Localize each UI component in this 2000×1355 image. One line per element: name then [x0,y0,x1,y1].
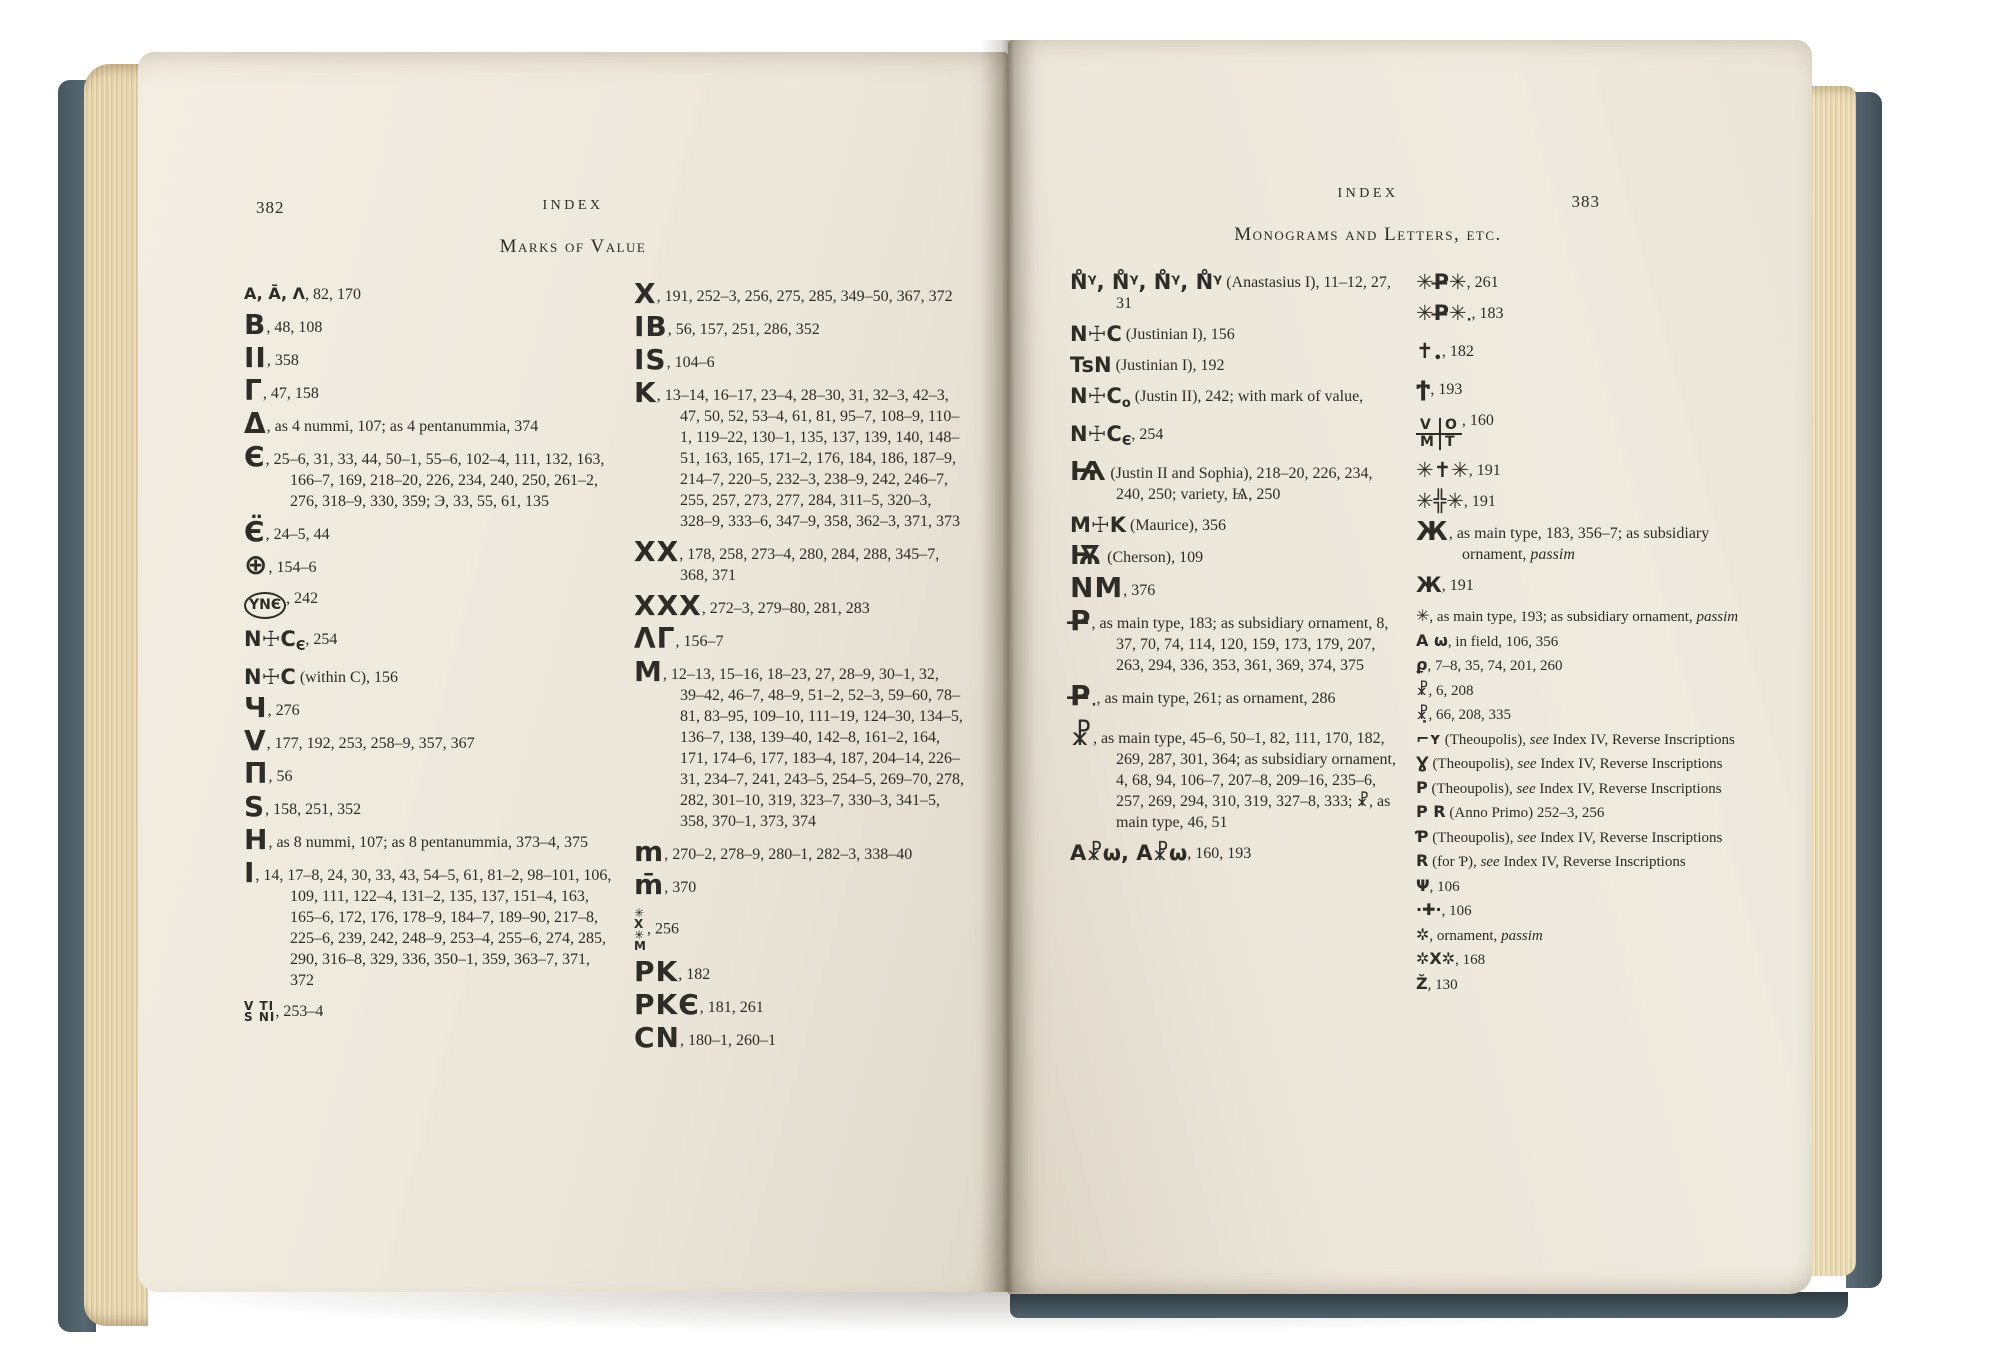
entry-references: , 191, 252–3, 256, 275, 285, 349–50, 367, 372 [656,288,953,305]
theoupolis-p-symbol: P [1416,777,1428,797]
entry-references: , 358 [266,352,299,369]
entry-references: , in field, 106, 356 [1447,633,1559,650]
z-caron-symbol: Ž [1416,973,1428,993]
page-edges-right [1808,86,1856,1276]
entry-references: , 182 [1441,343,1474,360]
r-for-hooked-p-symbol: R [1416,851,1429,870]
entry-references: , 191 [1468,462,1501,479]
index-entry [1416,900,1746,922]
rho-cross-stars-dot-symbol-sub: · [1466,313,1472,328]
right-column-1 [1070,272,1400,998]
entry-references: , 253–4 [275,1003,324,1020]
index-entry [1416,753,1746,775]
index-entry [244,629,616,657]
index-entry [244,407,616,440]
index-entry [1416,729,1746,751]
justinian-block-monogram: TsN [1070,353,1112,377]
xxx-symbol: XXX [634,589,702,622]
index-entry [244,691,616,724]
index-entry [634,868,964,901]
m-symbol: M [634,655,663,688]
left-section-title: Marks of Value [499,236,647,257]
index-entry [1070,355,1400,376]
six-armed-star-symbol: Ж [1416,517,1449,547]
index-entry [634,835,964,868]
index-entry [1416,827,1746,849]
entry-references: , 254 [305,631,338,648]
index-entry [1416,303,1746,331]
right-page-header [1008,186,1812,212]
alpha-marks-symbol: A, Ā, Λ [244,284,306,303]
right-section-title: Monograms and Letters, etc. [1234,224,1502,245]
index-entry [1070,457,1400,505]
star-ornament-symbol: ✲ [1416,924,1430,944]
theoupolis-gamma-symbol: Ɣ [1416,753,1429,772]
entry-references: , as main type, 183, 356–7; as subsidiary ornament, passim [1448,525,1710,563]
right-page [1008,40,1812,1294]
entry-references: , 177, 192, 253, 258–9, 357, 367 [266,735,475,752]
entry-references: (within C), 156 [295,669,399,686]
index-entry [1416,491,1746,512]
justin-ii-value-monogram-sub: Є [1121,434,1132,449]
index-entry [1416,778,1746,800]
entry-references: , 193 [1430,381,1463,398]
index-entry [634,1021,964,1054]
entry-references: , as 4 nummi, 107; as 4 pentanummia, 374 [266,418,539,435]
dotted-cross-symbol: ·✚· [1416,900,1442,919]
index-entry [1416,851,1746,873]
entry-references: , 181, 261 [699,999,764,1016]
index-entry [1416,631,1746,653]
hooked-cross-monogram: Ϯ [1416,377,1431,401]
entry-references: (Justin II), 242; with mark of value, [1130,388,1364,405]
cross-dot-symbol-sub: • [1433,351,1442,366]
nc-cross-epsilon-monogram-sub: Є [295,639,306,654]
index-entry [634,277,964,310]
entry-references: (Anno Primo) 252–3, 256 [1445,805,1605,821]
entry-references: , 25–6, 31, 33, 44, 50–1, 55–6, 102–4, 111, 132, 163, 166–7, 169, 218–20, 226, 234, 240, 250, 261–2, 276, 318–9, 330, 359; Э, 33, 55, 61, 135 [265,451,605,510]
epsilon-cross-symbol: ⊕ [244,548,269,581]
index-entry [1416,575,1746,596]
vo-mt-grid-monogram: V O M T [1416,418,1462,450]
index-entry [244,823,616,856]
small-rho-cross-symbol: ϼ [1416,655,1428,674]
entry-references: , 256 [646,920,679,938]
index-entry [1416,949,1746,971]
index-entry [1416,606,1746,628]
entry-references: , 106 [1441,903,1472,919]
entry-references: , as 8 nummi, 107; as 8 pentanummia, 373–4, 375 [268,834,588,851]
rho-cross-stars-dot-symbol: ✳P̶✳ [1416,301,1467,325]
entry-references: , 160 [1461,412,1494,429]
double-cross-four-stars-symbol: ✳╬✳ [1416,489,1464,513]
entry-references: , 48, 108 [266,319,323,336]
entry-references: , 24–5, 44 [265,526,330,543]
nc-cross-monogram: N☩C [244,665,296,689]
rho-cross-stars-symbol: ✳P̶✳ [1416,270,1467,294]
index-entry [1070,541,1400,571]
justin-ii-value-monogram: N☩C [1070,422,1122,446]
index-entry [1416,410,1746,450]
uncial-m-bar-symbol: m̄ [634,868,665,901]
index-entry [1070,571,1400,604]
circled-monogram-symbol: ΥΝЄ [244,592,286,619]
entry-references: , 261 [1466,274,1499,291]
epsilon-dotted-symbol: Є̈ [244,515,266,548]
cross-dot-symbol: ✝ [1416,339,1434,363]
epsilon-symbol: Є [244,440,266,473]
anastasius-monograms: N̊ᵞ, N̊ᵞ, N̊ᵞ, N̊ᵞ [1070,270,1223,294]
index-entry [244,588,616,619]
entry-references: , 154–6 [268,559,317,576]
entry-references: , 6, 208 [1428,682,1474,699]
small-chi-rho-dot-symbol: ☧̣ [1416,704,1429,723]
entry-references: , as main type, 193; as subsidiary ornament, passim [1429,609,1739,625]
index-entry [1416,460,1746,481]
index-entry [244,667,616,688]
entry-references: , 13–14, 16–17, 23–4, 28–30, 31, 32–3, 42–3, 47, 50, 52, 53–4, 61, 81, 95–7, 108–9, 110–1, 119–22, 130–1, 135, 137, 139, 140, 148–51, 163, 165, 171–2, 176, 184, 186, 187–9, 214–7, 220–5, 232–3, 238–9, 242, 246–7, 255, 257, 273, 277, 284, 311–5, 320–3, 328–9, 333–6, 347–9, 358, 362–3, 371, 373 [656,387,960,530]
index-entry [1416,802,1746,824]
index-entry [634,310,964,343]
entry-references: , 242 [286,590,319,607]
justin-sophia-monogram: Ѩ [1070,457,1107,487]
index-entry [244,308,616,341]
entry-references: (Justinian I), 156 [1121,326,1235,343]
uncial-m-symbol: m [634,835,665,868]
index-entry [634,589,964,622]
entry-references: , 82, 170 [305,286,362,303]
entry-references: , 160, 193 [1187,845,1252,862]
entry-references: , 12–13, 15–16, 18–23, 27, 28–9, 30–1, 32, 39–42, 46–7, 48–9, 51–2, 52–3, 59–60, 78–81, 83–95, 109–10, 111–19, 124–30, 134–5, 136–7, 138, 139–40, 142–8, 161–2, 164, 171, 174–6, 177, 183–4, 187, 204–14, 226–31, 234–7, 241, 243–5, 254–5, 269–70, 278, 282, 301–10, 319, 323–7, 330–3, 341–5, 358, 370–1, 373, 374 [662,666,964,830]
kappa-symbol: K [634,376,657,409]
viti-sini-monogram: V TI S NI [244,999,276,1025]
right-page-number: 383 [1571,192,1600,211]
rho-cross-dot-symbol: P̶ [1070,679,1092,712]
alpha-omega-symbol: A ω [1416,630,1448,650]
entry-references: , 178, 258, 273–4, 280, 284, 288, 345–7, 368, 371 [679,546,940,584]
entry-references: (Theoupolis), see Index IV, Reverse Inscriptions [1428,756,1723,772]
index-entry [634,622,964,655]
entry-references: , 272–3, 279–80, 281, 283 [701,600,870,617]
index-entry [244,374,616,407]
left-page [138,52,1008,1292]
entry-references: (for Ƥ), see Index IV, Reverse Inscriptions [1428,854,1686,870]
pke-symbol: PKЄ [634,988,700,1021]
theoupolis-monogram: ⌐ʏ [1416,728,1441,748]
index-entry [244,856,616,991]
index-entry [1416,272,1746,293]
book-cover-bottom-edge [1010,1292,1848,1318]
entry-references: (Cherson), 109 [1103,549,1204,566]
rho-cross-symbol: P̶ [1070,604,1092,637]
v-symbol: V [244,724,267,757]
small-chi-rho-symbol: ☧ [1416,679,1429,699]
gamma-symbol: Γ [244,374,263,407]
entry-references: , 56 [268,768,293,785]
index-entry [244,341,616,374]
left-column-2 [634,277,964,1061]
delta-symbol: Δ [244,407,267,440]
index-entry [1416,974,1746,996]
eta-symbol: H [244,823,269,856]
star-x-star-m-monogram: ✳ X ✳ M [634,906,647,953]
entry-references: (Anastasius I), 11–12, 27, 31 [1116,274,1391,312]
left-page-number: 382 [256,198,285,217]
index-entry [1416,876,1746,898]
entry-references: , 270–2, 278–9, 280–1, 282–3, 338–40 [664,846,913,863]
entry-references: , 182 [678,966,711,983]
index-entry [1070,719,1400,833]
entry-references: , 47, 158 [262,385,319,402]
index-entry [1070,324,1400,345]
right-page-columns [1008,272,1812,998]
entry-references: , 276 [267,702,300,719]
justinian-monogram: N☩C [1070,322,1122,346]
beta-symbol: B [244,308,267,341]
index-entry [1416,517,1746,565]
entry-references: , 168 [1455,952,1486,968]
entry-references: (Theoupolis), see Index IV, Reverse Inscriptions [1428,829,1723,846]
index-entry [1070,604,1400,676]
index-entry [634,655,964,832]
entry-references: , as main type, 261; as ornament, 286 [1096,690,1336,707]
index-entry [1416,655,1746,677]
right-running-head: INDEX [1337,186,1399,201]
ib-symbol: IB [634,310,668,343]
entry-references: , 106 [1429,878,1460,895]
justin-ii-monogram: N☩C [1070,384,1122,408]
chi-rho-symbol: ☧ [1070,719,1093,752]
entry-references: , 156–7 [675,633,724,650]
maurice-monogram: M☩K [1070,513,1126,537]
theoupolis-hooked-p-symbol: Ƥ [1416,826,1429,846]
entry-references: , 14, 17–8, 24, 30, 33, 43, 54–5, 61, 81–2, 98–101, 106, 109, 111, 122–4, 131–2, 135, 137, 151–4, 163, 165–6, 172, 176, 178–9, 184–7, 189–90, 217–8, 225–6, 239, 242, 248–9, 253–4, 255–6, 274, 285, 290, 316–8, 329, 336, 350–1, 359, 363–7, 371, 372 [255,867,612,989]
entry-references: , 180–1, 260–1 [679,1032,776,1049]
cn-symbol: CN [634,1021,680,1054]
left-column-1 [244,284,616,1061]
index-entry [634,343,964,376]
index-entry [244,548,616,581]
index-entry [1416,925,1746,947]
x-symbol: X [634,277,657,310]
index-entry [244,757,616,790]
entry-references: (Maurice), 356 [1126,517,1226,534]
index-entry [1416,341,1746,369]
is-symbol: IS [634,343,667,376]
index-entry [1416,704,1746,726]
index-entry [634,535,964,586]
cherv-symbol: Ч [244,691,268,724]
entry-references: , 66, 208, 335 [1428,707,1512,723]
index-entry [244,790,616,823]
index-entry [1070,679,1400,716]
entry-references: , ornament, passim [1429,927,1543,944]
left-page-columns [138,277,1008,1061]
index-entry [1070,424,1400,452]
index-entry [1070,386,1400,414]
entry-references: (Justinian I), 192 [1111,357,1225,374]
index-entry [1416,379,1746,400]
entry-references: , 191 [1463,493,1496,510]
book-gutter-shadow [980,40,1036,1292]
alpha-chi-rho-omega-monograms: A☧ω, A☧ω [1070,841,1188,865]
entry-references: , 376 [1123,582,1156,599]
pi-symbol: Π [244,757,269,790]
entry-references: (Theoupolis), see Index IV, Reverse Inscriptions [1441,731,1735,748]
nc-cross-epsilon-monogram: N☩C [244,627,296,651]
justin-ii-monogram-sub: o [1121,396,1131,411]
index-entry [244,515,616,548]
left-running-head: INDEX [542,198,604,213]
entry-references: , 104–6 [666,354,715,371]
asterisk-symbol: ✳ [1416,606,1430,625]
entry-references: , 7–8, 35, 74, 201, 260 [1427,658,1563,674]
six-armed-star-serif-symbol: Ж [1416,573,1442,597]
entry-references: , 191 [1441,577,1474,594]
s-symbol: S [244,790,266,823]
index-entry [244,724,616,757]
entry-references: (Justin II and Sophia), 218–20, 226, 234, 240, 250; variety, Ѩ, 250 [1106,465,1373,503]
star-x-star-symbol: ✲X✲ [1416,949,1456,968]
index-entry [1070,843,1400,864]
rho-cross-dot-symbol-sub: · [1091,698,1097,713]
index-entry [244,440,616,512]
nm-symbol: NM [1070,571,1124,604]
entry-references: , as main type, 183; as subsidiary ornament, 8, 37, 70, 74, 114, 120, 159, 173, 179, 207, 263, 294, 336, 353, 361, 369, 374, 375 [1091,615,1389,674]
pk-symbol: PK [634,955,679,988]
iota-symbol: I [244,856,256,889]
index-entry [1070,272,1400,314]
index-entry [634,376,964,532]
two-strokes-symbol: II [244,341,267,374]
entry-references: (Theoupolis), see Index IV, Reverse Inscriptions [1427,780,1722,797]
right-column-2 [1416,272,1746,998]
anno-primo-symbol: P R [1416,802,1446,821]
entry-references: , 183 [1471,305,1504,322]
index-entry [1416,680,1746,702]
lambda-gamma-symbol: ΛΓ [634,622,676,655]
xx-symbol: XX [634,535,680,568]
index-entry [244,1001,616,1023]
index-entry [634,988,964,1021]
psi-symbol: Ψ [1416,875,1430,895]
entry-references: , 254 [1131,426,1164,443]
left-page-header [138,198,1008,224]
cross-four-stars-symbol: ✳✝✳ [1416,458,1469,482]
index-entry [634,955,964,988]
cherson-monogram: Ѭ [1070,541,1104,571]
entry-references: , 370 [664,879,697,896]
entry-references: , 130 [1427,976,1458,993]
entry-references: , 158, 251, 352 [265,801,362,818]
entry-references: , as main type, 45–6, 50–1, 82, 111, 170, 182, 269, 287, 301, 364; as subsidiary ornament, 4, 68, 94, 106–7, 207–8, 209–16, 235–6, 257, 269, 294, 310, 319, 327–8, 333; ☧, as main type, 46, 51 [1092,730,1396,831]
index-entry [634,908,964,952]
index-entry [244,284,616,305]
index-entry [1070,515,1400,536]
entry-references: , 56, 157, 251, 286, 352 [667,321,820,338]
